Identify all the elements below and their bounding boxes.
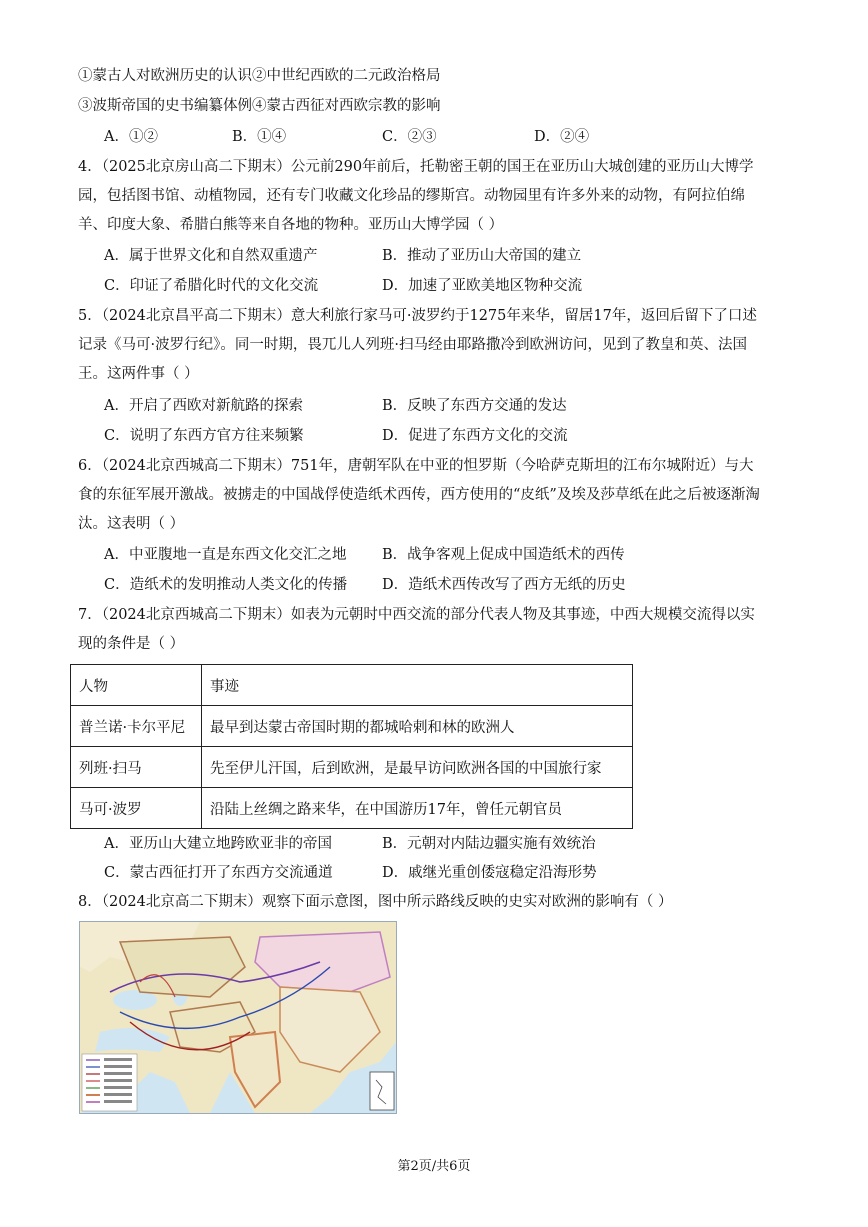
q5-option-a[interactable]: A．开启了西欧对新航路的探索 — [104, 398, 303, 414]
q7-option-d[interactable]: D．戚继光重创倭寇稳定沿海形势 — [382, 865, 597, 881]
q4-option-d[interactable]: D．加速了亚欧美地区物种交流 — [382, 278, 583, 294]
q7-option-a[interactable]: A．亚历山大建立地跨欧亚非的帝国 — [104, 836, 332, 852]
q4-option-a[interactable]: A．属于世界文化和自然双重遗产 — [104, 248, 318, 264]
q6-option-a[interactable]: A．中亚腹地一直是东西文化交汇之地 — [104, 547, 347, 563]
table-row — [71, 706, 633, 747]
q7-stem-line1: 7．（2024北京西城高二下期末）如表为元朝时中西交流的部分代表人物及其事迹，中西大规模交流得以实 — [78, 607, 755, 623]
table-cell: 先至伊儿汗国，后到欧洲，是最早访问欧洲各国的中国旅行家 — [202, 747, 633, 788]
q3-option-b[interactable]: B．①④ — [232, 129, 287, 145]
q3-statement-2: ③波斯帝国的史书编纂体例④蒙古西征对西欧宗教的影响 — [78, 98, 441, 114]
q5-stem-line3: 王。这两件事（ ） — [78, 366, 199, 382]
table-header-cell: 事迹 — [202, 665, 633, 706]
q6-stem-line3: 汰。这表明（ ） — [78, 516, 185, 532]
q5-stem-line1: 5．（2024北京昌平高二下期末）意大利旅行家马可·波罗约于1275年来华，留居17年，返回后留下了口述 — [78, 308, 757, 324]
q6-option-c[interactable]: C．造纸术的发明推动人类文化的传播 — [104, 577, 348, 593]
q4-stem-line3: 羊、印度大象、希腊白熊等来自各地的物种。亚历山大博学园（ ） — [78, 217, 504, 233]
q3-option-c[interactable]: C．②③ — [382, 129, 437, 145]
table-header-cell: 人物 — [71, 665, 202, 706]
table-cell: 普兰诺·卡尔平尼 — [71, 706, 202, 747]
q6-stem-line1: 6．（2024北京西城高二下期末）751年，唐朝军队在中亚的怛罗斯（今哈萨克斯坦的江布尔城附近）与大 — [78, 458, 754, 474]
q5-option-d[interactable]: D．促进了东西方文化的交流 — [382, 428, 568, 444]
q3-option-d[interactable]: D．②④ — [534, 129, 590, 145]
q6-option-d[interactable]: D．造纸术西传改写了西方无纸的历史 — [382, 577, 626, 593]
table-row — [71, 747, 633, 788]
q4-option-c[interactable]: C．印证了希腊化时代的文化交流 — [104, 278, 319, 294]
q4-option-b[interactable]: B．推动了亚历山大帝国的建立 — [382, 248, 582, 264]
map-illustration — [80, 922, 396, 1113]
q7-option-b[interactable]: B．元朝对内陆边疆实施有效统治 — [382, 836, 596, 852]
q7-stem-line2: 现的条件是（ ） — [78, 636, 185, 652]
page-footer: 第2页/共6页 — [397, 1159, 471, 1174]
q4-stem-line1: 4．（2025北京房山高二下期末）公元前290年前后，托勒密王朝的国王在亚历山大城创建的亚历山大博学 — [78, 159, 754, 175]
table-cell: 沿陆上丝绸之路来华，在中国游历17年，曾任元朝官员 — [202, 788, 633, 829]
table-cell: 列班·扫马 — [71, 747, 202, 788]
q7-table — [70, 664, 633, 829]
table-row — [71, 788, 633, 829]
historical-route-map — [79, 921, 397, 1114]
q5-option-c[interactable]: C．说明了东西方官方往来频繁 — [104, 428, 304, 444]
q6-stem-line2: 食的东征军展开激战。被掳走的中国战俘使造纸术西传，西方使用的“皮纸”及埃及莎草纸在此之后被逐渐淘 — [78, 487, 760, 503]
q3-option-a[interactable]: A．①② — [104, 129, 158, 145]
table-cell: 马可·波罗 — [71, 788, 202, 829]
q3-statement-1: ①蒙古人对欧洲历史的认识②中世纪西欧的二元政治格局 — [78, 68, 441, 84]
table-header-row — [71, 665, 633, 706]
q8-stem-line1: 8．（2024北京高二下期末）观察下面示意图，图中所示路线反映的史实对欧洲的影响有（ ） — [78, 894, 673, 910]
q6-option-b[interactable]: B．战争客观上促成中国造纸术的西传 — [382, 547, 625, 563]
q5-stem-line2: 记录《马可·波罗行纪》。同一时期，畏兀儿人列班·扫马经由耶路撒冷到欧洲访问，见到了教皇和英、法国 — [78, 337, 747, 353]
q4-stem-line2: 园，包括图书馆、动植物园，还有专门收藏文化珍品的缪斯宫。动物园里有许多外来的动物，有阿拉伯绵 — [78, 188, 745, 204]
q5-option-b[interactable]: B．反映了东西方交通的发达 — [382, 398, 567, 414]
table-cell: 最早到达蒙古帝国时期的都城哈剌和林的欧洲人 — [202, 706, 633, 747]
q7-option-c[interactable]: C．蒙古西征打开了东西方交流通道 — [104, 865, 333, 881]
